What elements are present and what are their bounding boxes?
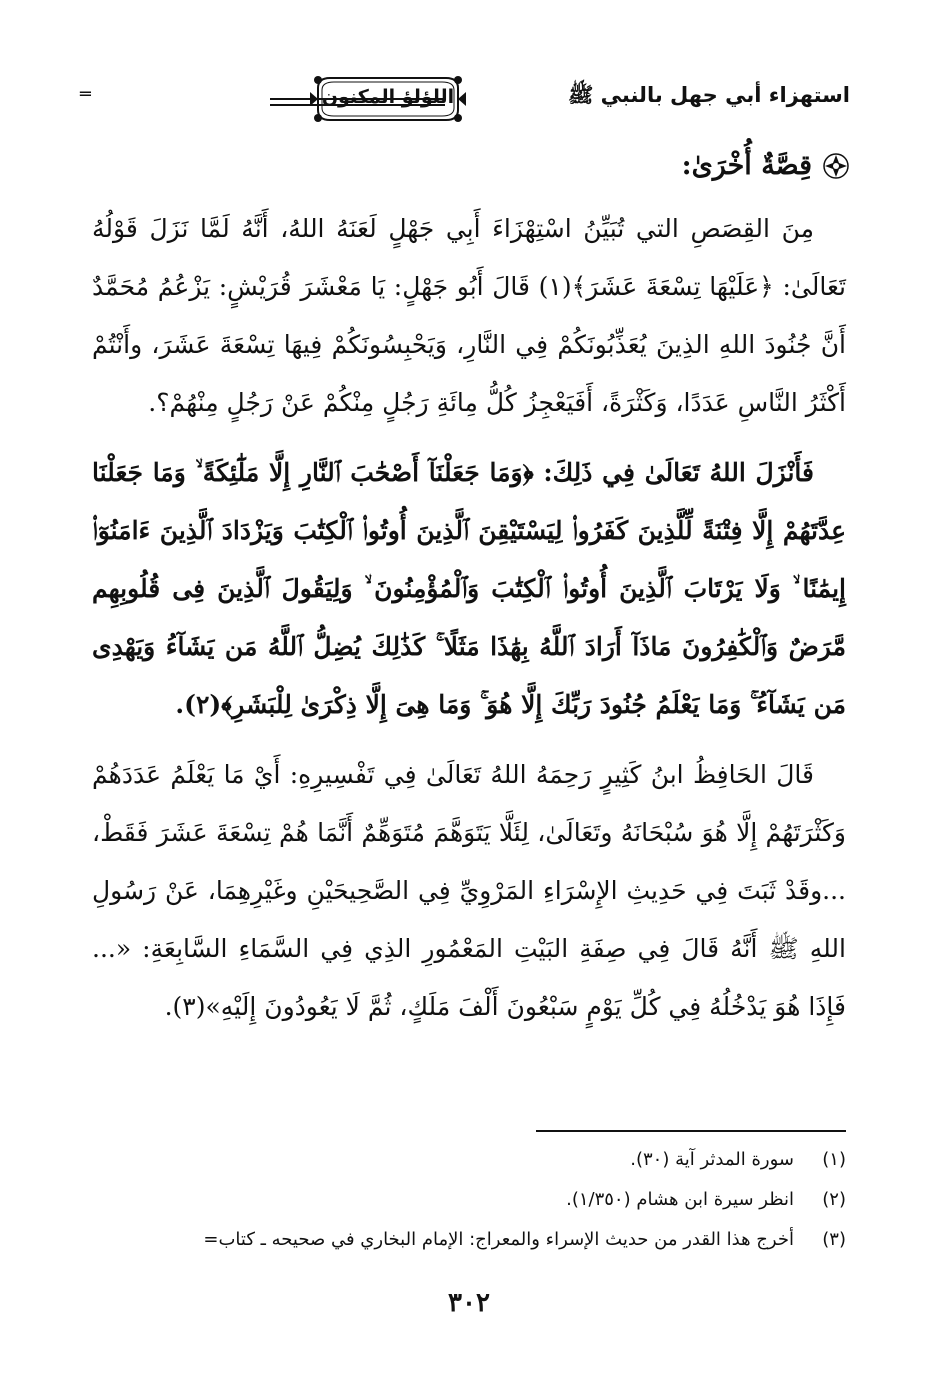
main-text (92, 200, 846, 1036)
footnote-text: أخرج هذا القدر من حديث الإسراء والمعراج: الإمام البخاري في صحيحه ـ كتاب= (203, 1229, 794, 1250)
chapter-title: استهزاء أبي جهل بالنبي ﷺ (567, 83, 850, 107)
section-title: قِصَّةٌ أُخْرَىٰ: (681, 150, 812, 181)
flower-ornament-icon (822, 152, 850, 180)
footnote (92, 1180, 846, 1220)
footnote (92, 1220, 846, 1260)
book-title: اللؤلؤ المكنون (321, 86, 455, 108)
header-rule (270, 98, 340, 106)
footnote (92, 1140, 846, 1180)
footnote-text: سورة المدثر آية (٣٠). (630, 1149, 794, 1170)
section-heading (682, 150, 850, 181)
header-ornament: ═ (80, 84, 91, 105)
page-number: ٣٠٢ (448, 1288, 490, 1318)
footnote-number: (٢) (822, 1189, 846, 1210)
footnotes (92, 1140, 846, 1260)
footnote-divider (536, 1130, 846, 1132)
paragraph: فَأَنْزَلَ اللهُ تَعَالَىٰ فِي ذَلِكَ: ﴿وَمَا جَعَلْنَآ أَصْحَٰبَ ٱلنَّارِ إِلَّا مَلَٰٓئِكَةً ۙ وَمَا جَعَلْنَا عِدَّتَهُمْ إِلَّا فِتْنَةً لِّلَّذِينَ كَفَرُوا۟ لِيَسْتَيْقِنَ ٱلَّذِينَ أُوتُوا۟ ٱلْكِتَٰبَ وَيَزْدَادَ ٱلَّذِينَ ءَامَنُوٓا۟ إِيمَٰنًا ۙ وَلَا يَرْتَابَ ٱلَّذِينَ أُوتُوا۟ ٱلْكِتَٰبَ وَٱلْمُؤْمِنُونَ ۙ وَلِيَقُولَ ٱلَّذِينَ فِى قُلُوبِهِم مَّرَضٌ وَٱلْكَٰفِرُونَ مَاذَآ أَرَادَ ٱللَّهُ بِهَٰذَا مَثَلًا ۚ كَذَٰلِكَ يُضِلُّ ٱللَّهُ مَن يَشَآءُ وَيَهْدِى مَن يَشَآءُ ۚ وَمَا يَعْلَمُ جُنُودَ رَبِّكَ إِلَّا هُوَ ۚ وَمَا هِىَ إِلَّا ذِكْرَىٰ لِلْبَشَرِ﴾(٢). (92, 458, 846, 719)
paragraph: مِنَ القِصَصِ التي تُبَيِّنُ اسْتِهْزَاءَ أَبِي جَهْلٍ لَعَنَهُ اللهُ، أَنَّهُ لَمَّا نَزَلَ قَوْلُهُ تَعَالَىٰ: ﴿عَلَيْهَا تِسْعَةَ عَشَرَ﴾(١) قَالَ أَبُو جَهْلٍ: يَا مَعْشَرَ قُرَيْشٍ: يَزْعُمُ مُحَمَّدٌ أَنَّ جُنُودَ اللهِ الذِينَ يُعَذِّبُونَكُمْ فِي النَّارِ، وَيَحْبِسُونَكُمْ فِيهَا تِسْعَةَ عَشَرَ، وأَنْتُمْ أَكْثَرُ النَّاسِ عَدَدًا، وَكَثْرَةً، أَفَيَعْجِزُ كُلُّ مِائَةِ رَجُلٍ مِنْكُمْ عَنْ رَجُلٍ مِنْهُمْ؟. (92, 214, 846, 417)
footnote-text: انظر سيرة ابن هشام (١/٣٥٠). (566, 1189, 794, 1210)
page-header (80, 60, 850, 140)
footnote-number: (٣) (822, 1229, 846, 1250)
footnote-number: (١) (822, 1149, 846, 1170)
paragraph: قَالَ الحَافِظُ ابنُ كَثِيرٍ رَحِمَهُ اللهُ تَعَالَىٰ فِي تَفْسِيرِهِ: أَيْ مَا يَعْلَمُ عَدَدَهُمْ وَكَثْرَتَهُمْ إِلَّا هُوَ سُبْحَانَهُ وتَعَالَىٰ، لِئَلَّا يَتَوَهَّمَ مُتَوَهِّمٌ أَنَّمَا هُمْ تِسْعَةَ عَشَرَ فَقَطْ، ...وقَدْ ثَبَتَ فِي حَدِيثِ الإِسْرَاءِ المَرْوِيِّ فِي الصَّحِيحَيْنِ وغَيْرِهِمَا، عَنْ رَسُولِ اللهِ ﷺ أَنَّهُ قَالَ فِي صِفَةِ البَيْتِ المَعْمُورِ الذِي فِي السَّمَاءِ السَّابِعَةِ: «... فَإِذَا هُوَ يَدْخُلُهُ فِي كُلِّ يَوْمٍ سَبْعُونَ أَلْفَ مَلَكٍ، ثُمَّ لَا يَعُودُونَ إِلَيْهِ»(٣). (92, 760, 846, 1021)
